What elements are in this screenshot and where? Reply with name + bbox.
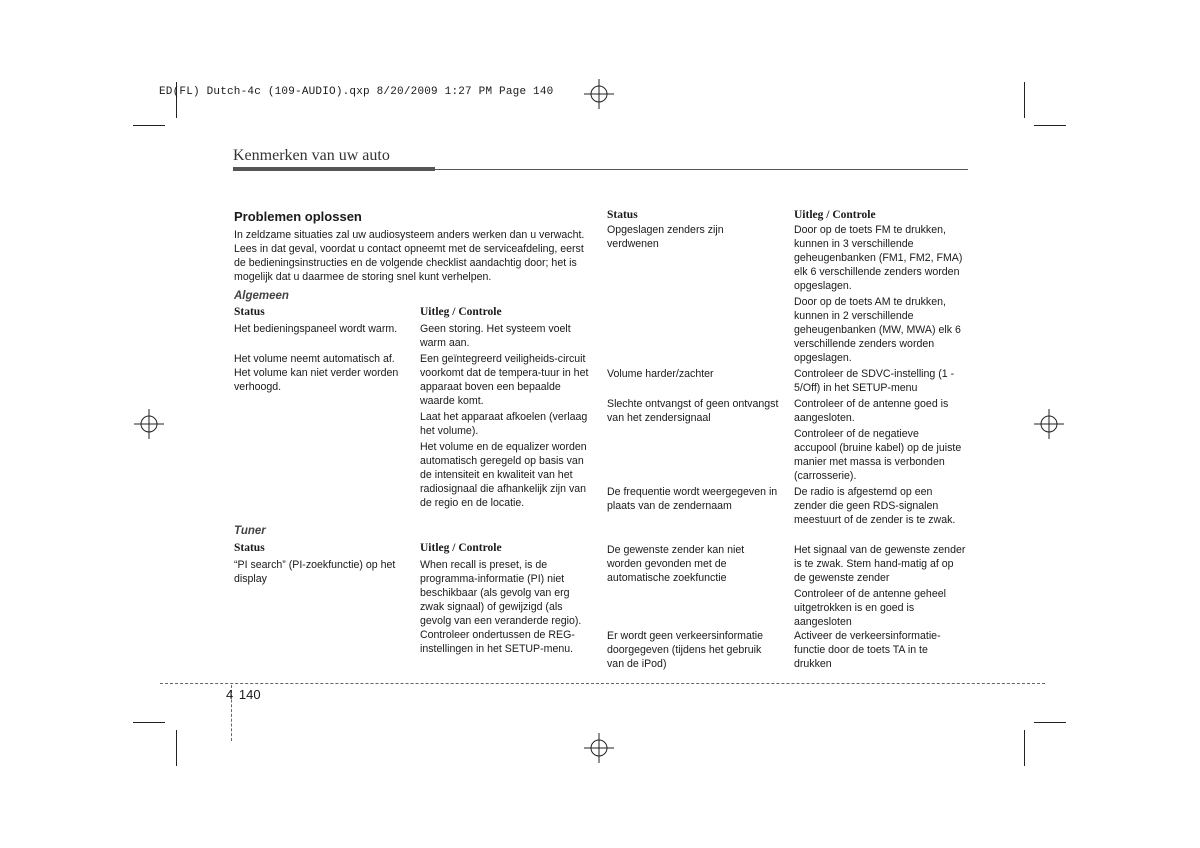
table-row-check: Activeer de verkeersinformatie-functie door de toets TA in te drukken	[794, 630, 941, 670]
table-row-check: Laat het apparaat afkoelen (verlaag het volume).	[420, 411, 588, 437]
crop-mark	[1034, 125, 1066, 126]
table-row-status: Volume harder/zachter	[607, 368, 714, 380]
table-row-status: Het volume neemt automatisch af. Het volume kan niet verder worden verhoogd.	[234, 353, 399, 393]
column-header-check: Uitleg / Controle	[794, 209, 876, 221]
table-row-check: Een geïntegreerd veiligheids-circuit voorkomt dat de tempera-tuur in het apparaat boven een bepaalde waarde komt.	[420, 353, 589, 407]
crop-mark	[1024, 82, 1025, 118]
table-row-status: Het bedieningspaneel wordt warm.	[234, 323, 398, 335]
page-number	[226, 687, 261, 702]
section-title: Problemen oplossen	[234, 209, 362, 224]
column-header-status: Status	[234, 306, 265, 318]
print-slug: ED(FL) Dutch-4c (109-AUDIO).qxp 8/20/2009 1:27 PM Page 140	[159, 86, 554, 98]
table-row-check: Controleer of de negatieve accupool (bruine kabel) op de juiste manier met massa is verbonden (carrosserie).	[794, 428, 962, 482]
table-row-status: Slechte ontvangst of geen ontvangst van het zendersignaal	[607, 398, 779, 424]
page-chapter: 4	[226, 687, 234, 702]
page-number-value: 140	[238, 687, 261, 702]
registration-mark-icon	[584, 79, 614, 109]
table-row-check: Door op de toets AM te drukken, kunnen in 2 verschillende geheugenbanken (MW, MWA) elk 6 verschillende zenders worden opgeslagen.	[794, 296, 961, 364]
registration-mark-icon	[134, 409, 164, 439]
page-header-title: Kenmerken van uw auto	[233, 147, 390, 164]
crop-mark	[133, 125, 165, 126]
table-row-status: Opgeslagen zenders zijn verdwenen	[607, 224, 724, 250]
table-row-check: When recall is preset, is de programma-informatie (PI) niet beschikbaar (als gevolg van erg zwak signaal) of gewijzigd (als gevolg van een veranderde regio). Controleer ondertussen de REG-instellingen in het SETUP-menu.	[420, 559, 582, 655]
table-row-status: De gewenste zender kan niet worden gevonden met de automatische zoekfunctie	[607, 544, 745, 584]
table-row-check: Controleer of de antenne goed is aangesloten.	[794, 398, 949, 424]
table-row-status: De frequentie wordt weergegeven in plaats van de zendernaam	[607, 486, 778, 512]
section-intro: In zeldzame situaties zal uw audiosysteem anders werken dan u verwacht. Lees in dat geval, voordat u contact opneemt met de serviceafdeling, eerst de bedieningsinstructies en de volgende checklist aandachtig door; het is mogelijk dat u daarmee de storing snel kunt verhelpen.	[234, 229, 585, 283]
column-header-check: Uitleg / Controle	[420, 306, 502, 318]
table-row-check: Het volume en de equalizer worden automatisch geregeld op basis van de intensiteit en kwaliteit van het radiosignaal die afhankelijk zijn van de regio en de locatie.	[420, 441, 587, 509]
registration-mark-icon	[584, 733, 614, 763]
table-row-check: Door op de toets FM te drukken, kunnen in 3 verschillende geheugenbanken (FM1, FM2, FMA) elk 6 verschillende zenders worden opgeslagen.	[794, 224, 963, 292]
registration-mark-icon	[1034, 409, 1064, 439]
column-header-status: Status	[607, 209, 638, 221]
table-row-check: Geen storing. Het systeem voelt warm aan.	[420, 323, 571, 349]
table-row-check: Controleer de SDVC-instelling (1 - 5/Off) in het SETUP-menu	[794, 368, 955, 394]
table-row-status: Er wordt geen verkeersinformatie doorgegeven (tijdens het gebruik van de iPod)	[607, 630, 764, 670]
table-row-check: Het signaal van de gewenste zender is te zwak. Stem hand-matig af op de gewenste zender	[794, 544, 966, 584]
crop-mark	[133, 722, 165, 723]
footer-rule	[160, 683, 1045, 684]
table-row-check: De radio is afgestemd op een zender die geen RDS-signalen meestuurt of de zender is te zwak.	[794, 486, 956, 526]
crop-mark	[1034, 722, 1066, 723]
column-header-status: Status	[234, 542, 265, 554]
table-row-status: “PI search” (PI-zoekfunctie) op het display	[234, 559, 396, 585]
crop-mark	[1024, 730, 1025, 766]
header-rule	[233, 167, 435, 171]
header-rule	[435, 169, 968, 170]
subheading-algemeen: Algemeen	[234, 290, 289, 302]
column-header-check: Uitleg / Controle	[420, 542, 502, 554]
subheading-tuner: Tuner	[234, 525, 266, 537]
table-row-check: Controleer of de antenne geheel uitgetrokken is en goed is aangesloten	[794, 588, 946, 628]
crop-mark	[176, 730, 177, 766]
